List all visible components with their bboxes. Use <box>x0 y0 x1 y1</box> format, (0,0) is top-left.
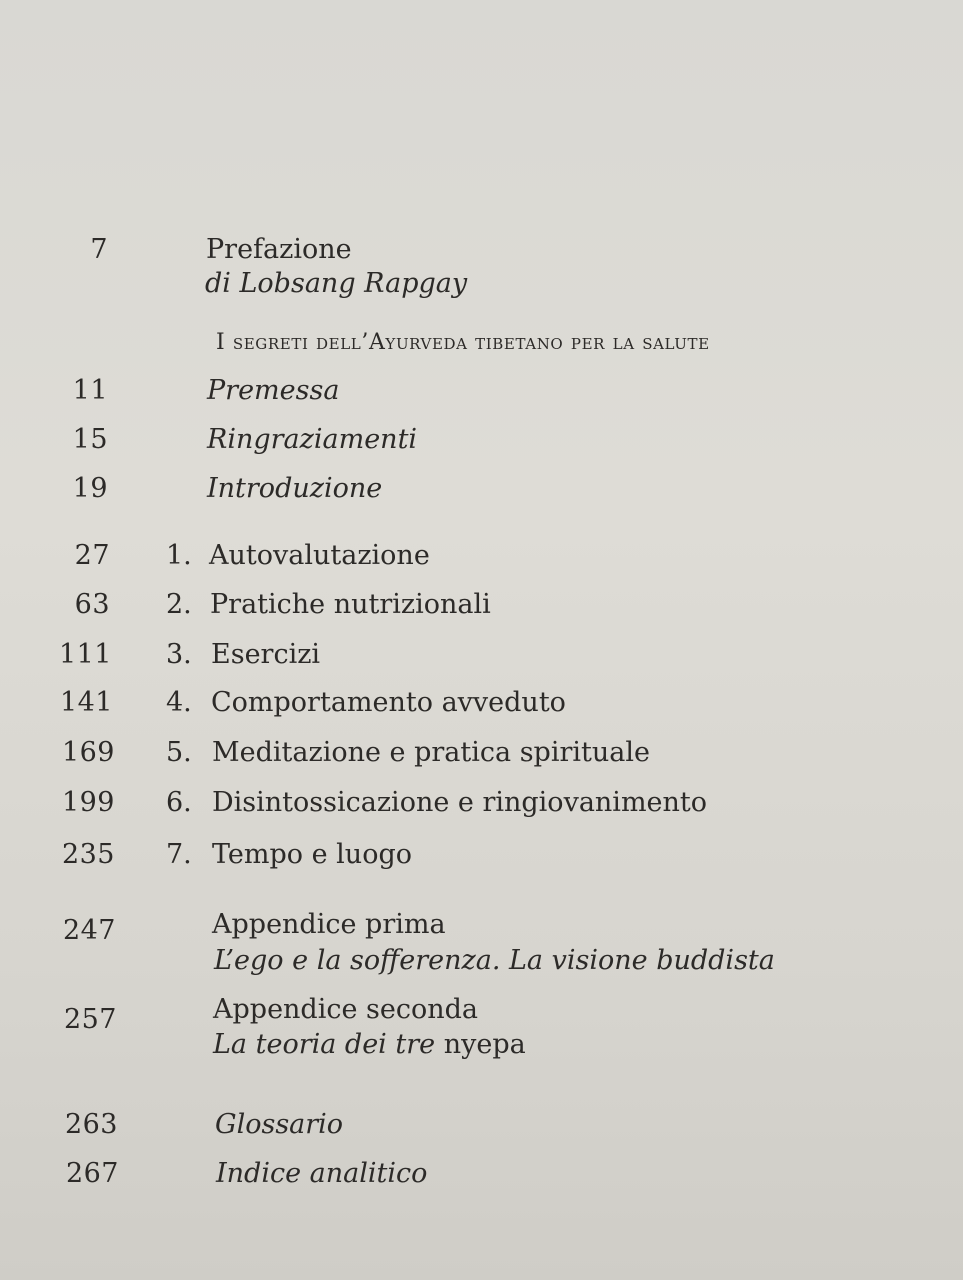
entry-title: Prefazione <box>206 234 352 265</box>
page-number: 63 <box>74 589 110 620</box>
page-number: 235 <box>61 839 115 870</box>
chapter-number: 3. <box>166 639 192 670</box>
chapter-number: 1. <box>166 540 192 571</box>
subtitle-roman-part: nyepa <box>443 1029 526 1060</box>
chapter-number: 5. <box>166 737 192 768</box>
chapter-number: 2. <box>166 589 192 620</box>
entry-title: Introduzione <box>207 473 383 504</box>
entry-title: Esercizi <box>211 639 321 670</box>
page-number: 141 <box>59 687 113 718</box>
entry-title: Autovalutazione <box>209 540 430 571</box>
entry-title: Pratiche nutrizionali <box>210 589 491 620</box>
entry-title: Disintossicazione e ringiovanimento <box>212 787 708 818</box>
page-number: 19 <box>72 473 108 504</box>
entry-title: Tempo e luogo <box>212 839 412 870</box>
entry-subtitle <box>213 1028 526 1062</box>
chapter-number: 6. <box>166 787 192 818</box>
page-number: 15 <box>72 424 108 455</box>
page-number: 7 <box>90 234 108 265</box>
page-number: 199 <box>61 787 115 818</box>
entry-subtitle: di Lobsang Rapgay <box>205 268 468 299</box>
entry-title: Indice analitico <box>216 1158 428 1189</box>
page-number: 267 <box>65 1158 119 1189</box>
entry-title: Meditazione e pratica spirituale <box>212 737 650 768</box>
page-number: 247 <box>62 915 116 946</box>
entry-title: Comportamento avveduto <box>211 687 566 718</box>
page-number: 257 <box>63 1004 117 1035</box>
page-number: 111 <box>58 639 112 670</box>
entry-title: Ringraziamenti <box>207 424 418 455</box>
entry-title: Appendice seconda <box>213 994 479 1025</box>
subtitle-italic-part: La teoria dei tre <box>213 1029 436 1060</box>
entry-subtitle: L’ego e la sofferenza. La visione buddista <box>214 945 775 976</box>
page-number: 263 <box>64 1109 118 1140</box>
page-number: 169 <box>61 737 115 768</box>
page-number: 27 <box>74 540 110 571</box>
page-number: 11 <box>72 375 108 406</box>
entry-title: Premessa <box>207 375 340 406</box>
entry-title: Appendice prima <box>212 909 446 940</box>
section-heading: I segreti dell’Ayurveda tibetano per la salute <box>216 330 710 355</box>
entry-title: Glossario <box>215 1109 344 1140</box>
chapter-number: 7. <box>166 839 192 870</box>
chapter-number: 4. <box>166 687 192 718</box>
